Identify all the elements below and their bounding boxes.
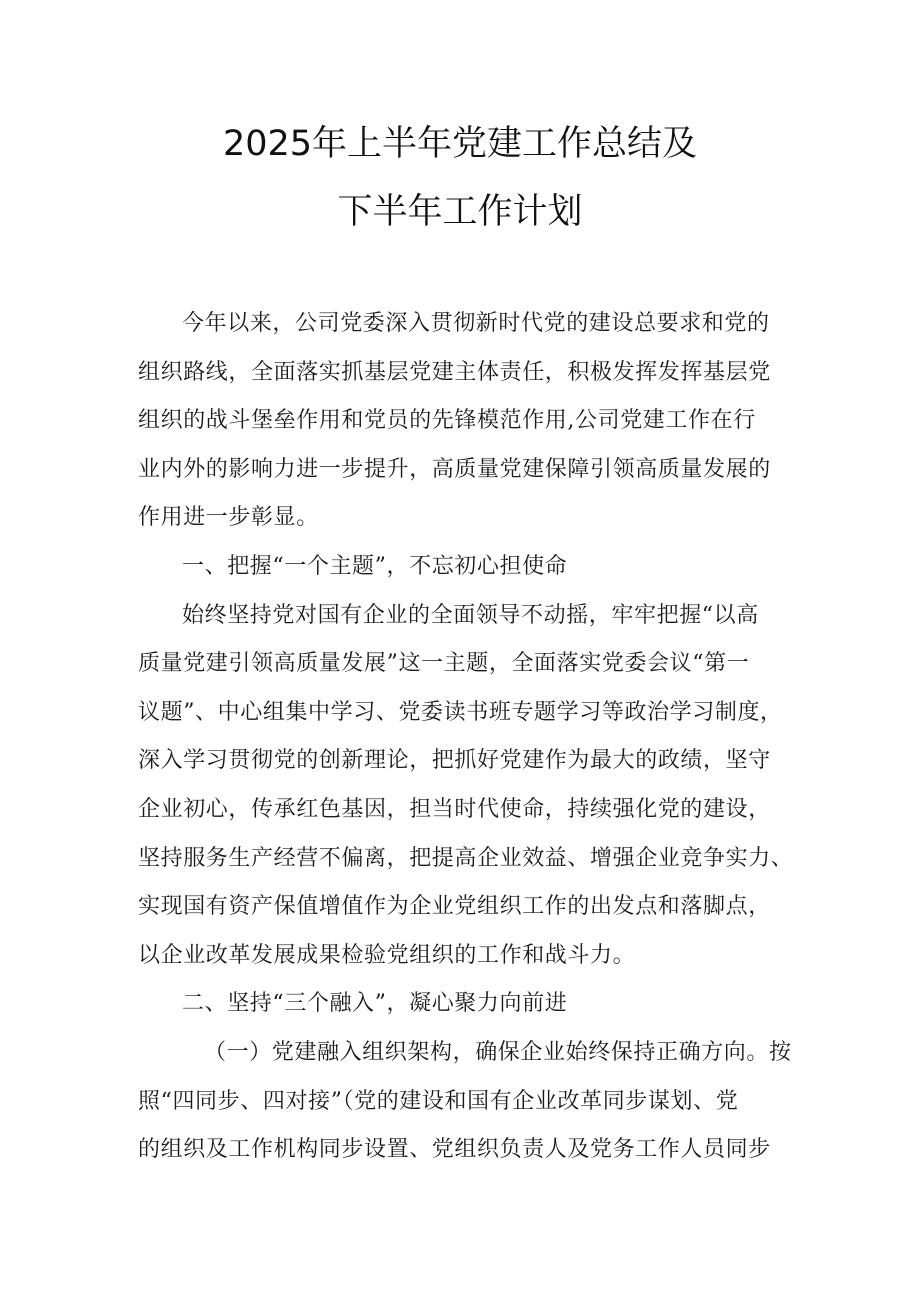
section-heading-1: 一、把握“一个主题”，不忘初心担使命 — [182, 553, 568, 579]
document-body — [138, 300, 798, 1175]
document-title-line-1: 2025年上半年党建工作总结及 — [222, 124, 698, 164]
paragraph-section-1-line: 以企业改革发展成果检验党组织的工作和战斗力。 — [138, 942, 636, 968]
section-heading-2: 二、坚持“三个融入”，凝心聚力向前进 — [182, 991, 568, 1017]
paragraph-section-1-line: 深入学习贯彻党的创新理论，把抓好党建作为最大的政绩，坚守 — [138, 748, 771, 774]
paragraph-intro-line: 组织路线，全面落实抓基层党建主体责任，积极发挥发挥基层党 — [138, 359, 771, 385]
paragraph-intro-line: 今年以来，公司党委深入贯彻新时代党的建设总要求和党的 — [182, 311, 770, 336]
paragraph-section-2-line: （一）党建融入组织架构，确保企业始终保持正确方向。按 — [204, 1039, 792, 1065]
paragraph-section-1-line: 议题”、中心组集中学习、党委读书班专题学习等政治学习制度， — [138, 699, 783, 725]
paragraph-intro-line: 业内外的影响力进一步提升，高质量党建保障引领高质量发展的 — [138, 456, 771, 482]
paragraph-section-1-line: 始终坚持党对国有企业的全面领导不动摇，牢牢把握“以高 — [182, 602, 759, 628]
paragraph-intro-line: 作用进一步彰显。 — [138, 505, 319, 531]
document-title-line-2: 下半年工作计划 — [337, 192, 583, 232]
paragraph-section-1-line: 实现国有资产保值增值作为企业党组织工作的出发点和落脚点， — [138, 894, 771, 920]
paragraph-section-2-line: 照“四同步、四对接”（党的建设和国有企业改革同步谋划、党 — [138, 1088, 739, 1114]
paragraph-intro-line: 组织的战斗堡垒作用和党员的先锋模范作用,公司党建工作在行 — [138, 408, 756, 434]
paragraph-section-1-line: 质量党建引领高质量发展”这一主题，全面落实党委会议“第一 — [138, 651, 750, 677]
paragraph-section-1-line: 企业初心，传承红色基因，担当时代使命，持续强化党的建设， — [138, 796, 771, 822]
paragraph-section-2-line: 的组织及工作机构同步设置、党组织负责人及党务工作人员同步 — [138, 1137, 771, 1163]
paragraph-section-1-line: 坚持服务生产经营不偏离，把提高企业效益、增强企业竞争实力、 — [138, 845, 794, 871]
